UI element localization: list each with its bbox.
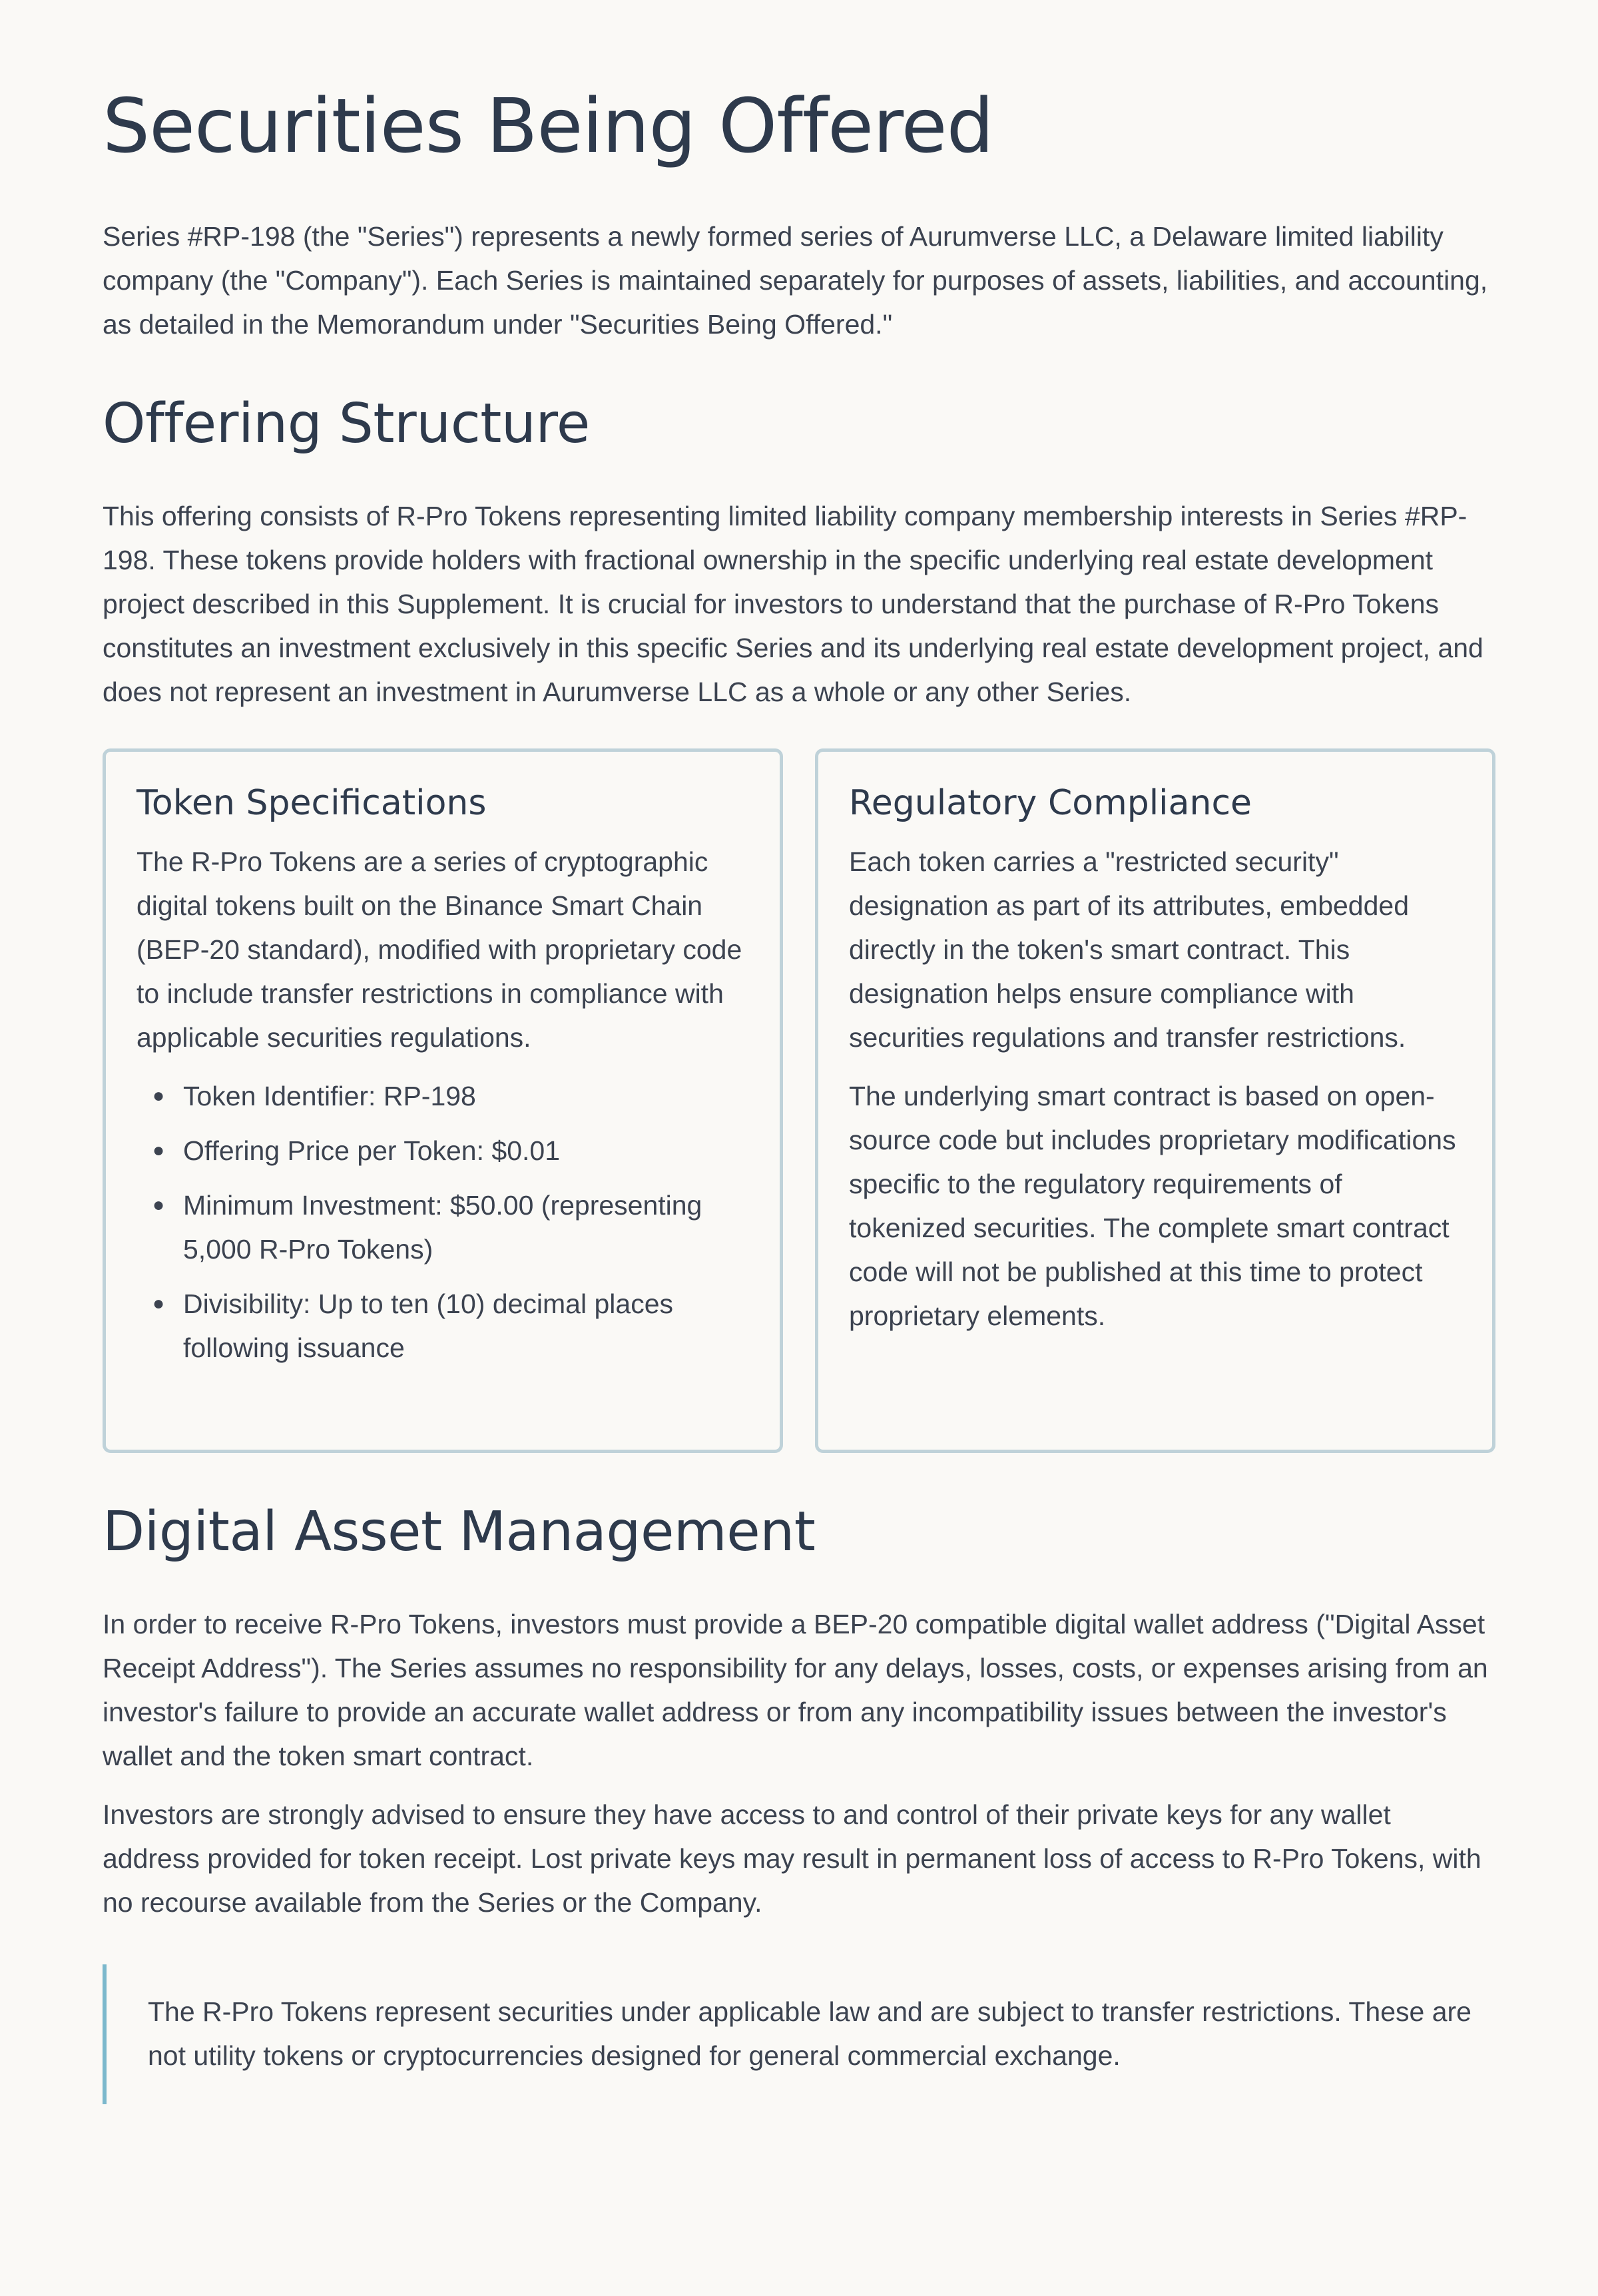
regulatory-compliance-paragraph-1: Each token carries a "restricted security" designation as part of its attributes, embedded directly in the token's smart contract. This designation helps ensure compliance with securities regulations and transfer restrictions. bbox=[849, 846, 1410, 1053]
bullet-icon: ● bbox=[152, 1292, 165, 1314]
list-item-text: Divisibility: Up to ten (10) decimal places following issuance bbox=[183, 1289, 673, 1363]
intro-paragraph: Series #RP-198 (the "Series") represents a newly formed series of Aurumverse LLC, a Delaware limited liability company (the "Company"). Each Series is maintained separately for purposes of assets, liabilities, and accounting, as detailed in the Memorandum under "Securities Being Offered." bbox=[103, 221, 1488, 340]
token-specifications-list bbox=[136, 1074, 749, 1370]
offering-structure-paragraph: This offering consists of R-Pro Tokens representing limited liability company membership interests in Series #RP-198. These tokens provide holders with fractional ownership in the specific underlying real estate development project described in this Supplement. It is crucial for investors to understand that the purchase of R-Pro Tokens constitutes an investment exclusively in this specific Series and its underlying real estate development project, and does not represent an investment in Aurumverse LLC as a whole or any other Series. bbox=[103, 501, 1483, 707]
list-item bbox=[152, 1282, 749, 1370]
list-item bbox=[152, 1183, 749, 1271]
bullet-icon: ● bbox=[152, 1085, 165, 1107]
digital-asset-management-paragraph-1: In order to receive R-Pro Tokens, investors must provide a BEP-20 compatible digital wallet address ("Digital Asset Receipt Address"). The Series assumes no responsibility for any delays, losses, costs, or expenses arising from an investor's failure to provide an accurate wallet address or from any incompatibility issues between the investor's wallet and the token smart contract. bbox=[103, 1609, 1488, 1771]
list-item-text: Token Identifier: RP-198 bbox=[183, 1081, 476, 1111]
regulatory-compliance-card bbox=[815, 748, 1495, 1453]
callout-note bbox=[103, 1964, 1495, 2104]
list-item-text: Minimum Investment: $50.00 (representing 5,000 R-Pro Tokens) bbox=[183, 1190, 702, 1265]
page-title: Securities Being Offered bbox=[103, 83, 993, 170]
digital-asset-management-paragraph-2: Investors are strongly advised to ensure they have access to and control of their private keys for any wallet address provided for token receipt. Lost private keys may result in permanent loss of access to R-Pro Tokens, with no recourse available from the Series or the Company. bbox=[103, 1799, 1481, 1918]
token-specifications-card bbox=[103, 748, 783, 1453]
token-specifications-paragraph: The R-Pro Tokens are a series of cryptographic digital tokens built on the Binance Smart Chain (BEP-20 standard), modified with proprietary code to include transfer restrictions in compliance with applicable securities regulations. bbox=[136, 846, 742, 1053]
callout-text: The R-Pro Tokens represent securities under applicable law and are subject to transfer restrictions. These are not utility tokens or cryptocurrencies designed for general commercial exchange. bbox=[148, 1996, 1471, 2071]
info-cards bbox=[103, 748, 1495, 1453]
digital-asset-management-heading: Digital Asset Management bbox=[103, 1500, 816, 1564]
offering-structure-heading: Offering Structure bbox=[103, 392, 590, 455]
regulatory-compliance-paragraph-2: The underlying smart contract is based on open-source code but includes proprietary modifications specific to the regulatory requirements of tokenized securities. The complete smart contract code will not be published at this time to protect proprietary elements. bbox=[849, 1081, 1456, 1331]
bullet-icon: ● bbox=[152, 1194, 165, 1216]
regulatory-compliance-heading: Regulatory Compliance bbox=[849, 783, 1252, 823]
list-item-text: Offering Price per Token: $0.01 bbox=[183, 1135, 560, 1166]
token-specifications-heading: Token Specifications bbox=[136, 783, 487, 823]
bullet-icon: ● bbox=[152, 1139, 165, 1161]
list-item bbox=[152, 1129, 749, 1173]
list-item bbox=[152, 1074, 749, 1118]
